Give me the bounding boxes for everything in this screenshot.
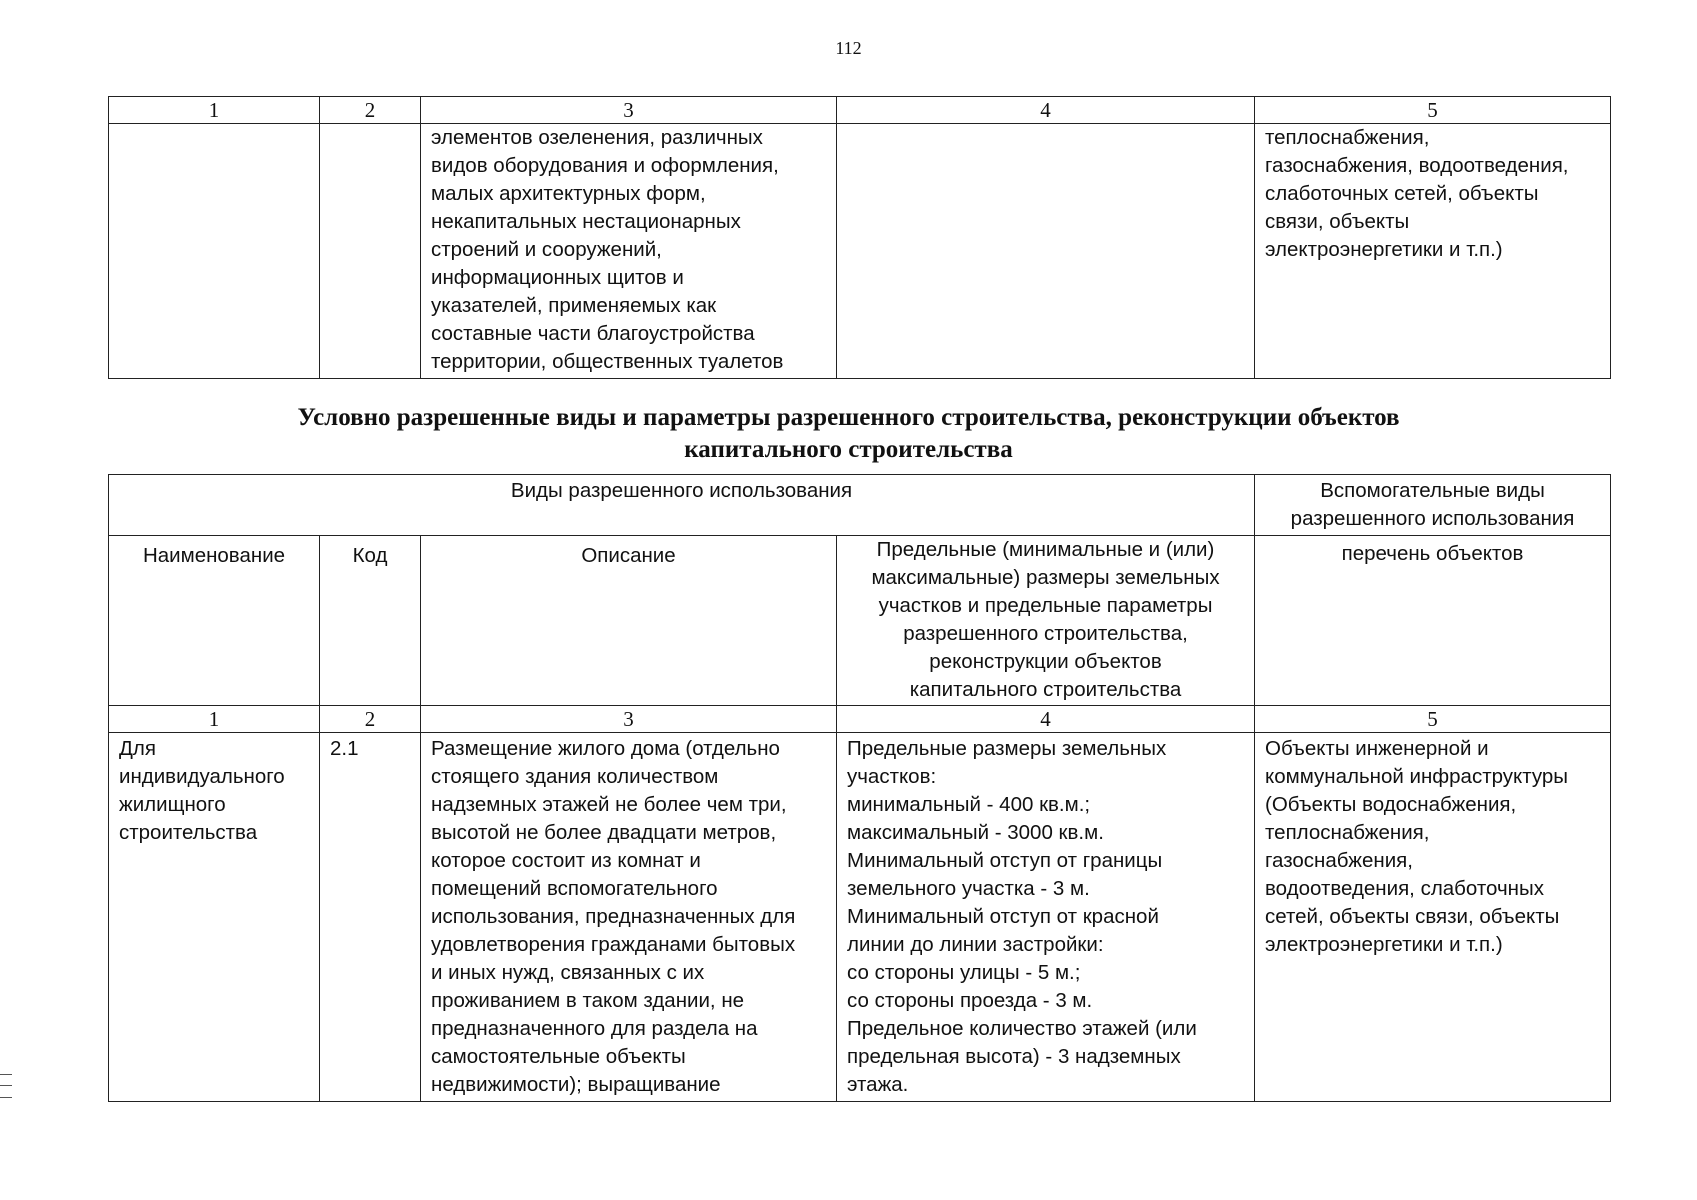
column-number: 1 <box>109 97 320 124</box>
description-cell <box>421 124 837 379</box>
text-line: земельного участка - 3 м. <box>847 877 1090 900</box>
text-line: теплоснабжения, <box>1265 821 1430 844</box>
limits-cell <box>837 124 1255 379</box>
text-line: электроэнергетики и т.п.) <box>1265 238 1503 261</box>
text-line: линии до линии застройки: <box>847 933 1104 956</box>
text-line: удовлетворения гражданами бытовых <box>431 933 796 956</box>
text-line: проживанием в таком здании, не <box>431 989 745 1012</box>
text-line: малых архитектурных форм, <box>431 182 706 205</box>
text-line: высотой не более двадцати метров, <box>431 821 777 844</box>
conditional-use-table <box>108 474 1611 1102</box>
text-line: указателей, применяемых как <box>431 294 717 317</box>
text-line: реконструкции объектов <box>929 650 1162 673</box>
column-number: 3 <box>421 97 837 124</box>
name-cell <box>109 733 320 1102</box>
table-row <box>109 124 1611 379</box>
text-line: надземных этажей не более чем три, <box>431 793 787 816</box>
limits-cell <box>837 733 1255 1102</box>
text-line: разрешенного строительства, <box>903 622 1188 645</box>
text-line: со стороны проезда - 3 м. <box>847 989 1093 1012</box>
text-line: Объекты инженерной и <box>1265 737 1489 760</box>
description-cell <box>421 733 837 1102</box>
objects-list-header: перечень объектов <box>1255 536 1611 706</box>
text-line: стоящего здания количеством <box>431 765 719 788</box>
text-line: теплоснабжения, <box>1265 126 1430 149</box>
column-number: 3 <box>421 706 837 733</box>
text-line: Предельные (минимальные и (или) <box>876 538 1215 561</box>
text-line: строительства <box>119 821 258 844</box>
aux-objects-cell <box>1255 733 1611 1102</box>
text-line: информационных щитов и <box>431 266 684 289</box>
text-line: Минимальный отступ от границы <box>847 849 1163 872</box>
column-number-row <box>109 97 1611 124</box>
text-line: Предельные размеры земельных <box>847 737 1167 760</box>
text-line: строений и сооружений, <box>431 238 662 261</box>
text-line: использования, предназначенных для <box>431 905 796 928</box>
text-line: Вспомогательные виды <box>1320 479 1545 502</box>
continuation-table <box>108 96 1611 379</box>
column-number: 4 <box>837 97 1255 124</box>
text-line: жилищного <box>119 793 226 816</box>
column-number-row <box>109 706 1611 733</box>
text-line: элементов озеленения, различных <box>431 126 763 149</box>
column-number: 1 <box>109 706 320 733</box>
text-line: минимальный - 400 кв.м.; <box>847 793 1091 816</box>
table-row <box>109 733 1611 1102</box>
text-line: разрешенного использования <box>1290 507 1575 530</box>
text-line: со стороны улицы - 5 м.; <box>847 961 1081 984</box>
aux-objects-cell <box>1255 124 1611 379</box>
section-title-line: Условно разрешенные виды и параметры разрешенного строительства, реконструкции объектов <box>297 404 1400 431</box>
text-line: капитального строительства <box>909 678 1182 701</box>
text-line: Предельное количество этажей (или <box>847 1017 1197 1040</box>
column-number: 4 <box>837 706 1255 733</box>
text-line: участков и предельные параметры <box>878 594 1213 617</box>
limits-header <box>837 536 1255 706</box>
column-number: 5 <box>1255 706 1611 733</box>
text-line: которое состоит из комнат и <box>431 849 701 872</box>
text-line: сетей, объекты связи, объекты <box>1265 905 1560 928</box>
text-line: видов оборудования и оформления, <box>431 154 779 177</box>
text-line: коммунальной инфраструктуры <box>1265 765 1568 788</box>
text-line: максимальный - 3000 кв.м. <box>847 821 1104 844</box>
sub-header-row <box>109 536 1611 706</box>
text-line: предназначенного для раздела на <box>431 1017 758 1040</box>
text-line: газоснабжения, <box>1265 849 1413 872</box>
text-line: водоотведения, слаботочных <box>1265 877 1544 900</box>
section-title-line: капитального строительства <box>684 436 1013 463</box>
text-line: газоснабжения, водоотведения, <box>1265 154 1569 177</box>
text-line: некапитальных нестационарных <box>431 210 741 233</box>
text-line: предельная высота) - 3 надземных <box>847 1045 1181 1068</box>
text-line: (Объекты водоснабжения, <box>1265 793 1517 816</box>
text-line: составные части благоустройства <box>431 322 755 345</box>
text-line: и иных нужд, связанных с их <box>431 961 705 984</box>
code-cell <box>320 733 421 1102</box>
description-header: Описание <box>421 536 837 706</box>
text-line: недвижимости); выращивание <box>431 1073 721 1096</box>
text-line: участков: <box>847 765 937 788</box>
group-header-row <box>109 475 1611 536</box>
text-line: Размещение жилого дома (отдельно <box>431 737 780 760</box>
text-line: максимальные) размеры земельных <box>871 566 1220 589</box>
column-number: 2 <box>320 706 421 733</box>
text-line: Минимальный отступ от красной <box>847 905 1159 928</box>
text-line: Для <box>119 737 156 760</box>
section-title <box>0 402 1697 466</box>
scan-margin-mark <box>0 1074 12 1098</box>
text-line: электроэнергетики и т.п.) <box>1265 933 1503 956</box>
column-number: 2 <box>320 97 421 124</box>
text-line: слаботочных сетей, объекты <box>1265 182 1539 205</box>
group-header: Виды разрешенного использования <box>109 475 1255 536</box>
text-line: связи, объекты <box>1265 210 1410 233</box>
column-number: 5 <box>1255 97 1611 124</box>
text-line: самостоятельные объекты <box>431 1045 686 1068</box>
text-line: этажа. <box>847 1073 909 1096</box>
text-line: помещений вспомогательного <box>431 877 718 900</box>
text-line: территории, общественных туалетов <box>431 350 784 373</box>
name-cell <box>109 124 320 379</box>
name-header: Наименование <box>109 536 320 706</box>
aux-header <box>1255 475 1611 536</box>
text-line: индивидуального <box>119 765 285 788</box>
code-value: 2.1 <box>330 737 359 760</box>
code-header: Код <box>320 536 421 706</box>
code-cell <box>320 124 421 379</box>
page-number: 112 <box>835 38 862 58</box>
